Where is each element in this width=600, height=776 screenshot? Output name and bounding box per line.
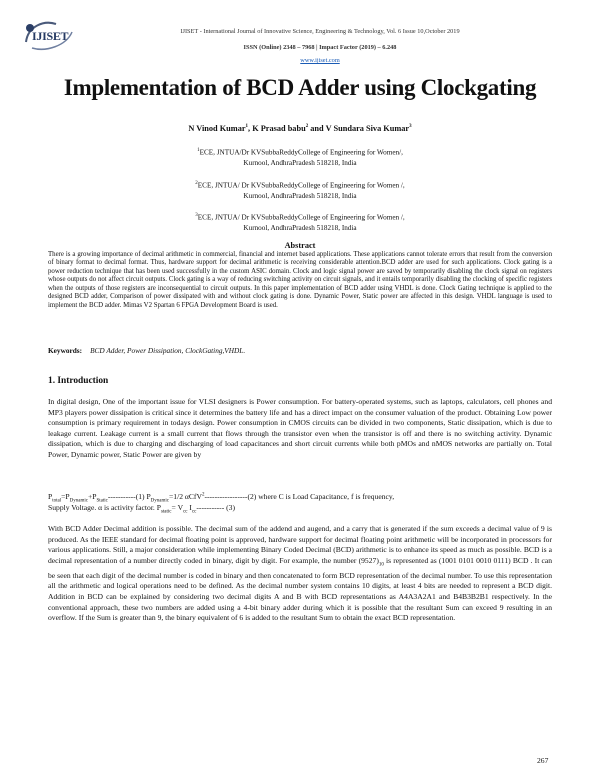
keywords — [48, 346, 552, 355]
journal-website-link[interactable]: www.ijiset.com — [300, 57, 340, 64]
affiliation-line1: ECE, JNTUA/Dr KVSubbaReddyCollege of Engineering for Women/, — [199, 148, 403, 157]
journal-line: IJISET - International Journal of Innovative Science, Engineering & Technology, Vol. 6 Issue 10,October 2019 — [180, 28, 460, 35]
affiliation-line1: ECE, JNTUA/ Dr KVSubbaReddyCollege of Engineering for Women /, — [197, 213, 405, 222]
eq-sub: Dynamic — [150, 498, 169, 504]
eq-symbol: = V — [171, 503, 184, 512]
para2-text: With BCD Adder Decimal addition is possible. The decimal sum of the addend and augend, and a carry that is generated if the sum exceeds a decimal value of 9 is produced. As the IEEE standard for decimal floating point is approved, hardware support for decimal floating point arithmetic will be incorporated in processors for various applications. Still, a major consideration while implementing Binary Coded Decimal (BCD) arithmetic is to enhance its speed as much as possible. BCD is a decimal representation of a number directly coded in binary, digit by digit. For example, the number (9527) — [48, 524, 552, 565]
equation-3 — [48, 503, 552, 515]
affiliation-sup: 3 — [195, 213, 198, 218]
eq-symbol: =1/2 αCfV — [169, 492, 202, 501]
abstract-heading: Abstract — [284, 241, 316, 250]
author-1: N Vinod Kumar — [188, 124, 246, 133]
affiliation-3 — [0, 210, 600, 234]
intro-paragraph-1: In digital design, One of the important issue for VLSI designers is Power consumption. For battery-operated systems, such as laptops, calculators, cell phones and MP3 players power dissipation is critical since it determines the battery life and has a direct impact on the consumer valuation of the product. Obtaining Low power consumption is primary requirement in todays design. Power consumption in CMOS circuits can be divided in two components, Static dissipation, which is due to leakage current. Leakage current is a small current that flows through the transistor even when the transistor is off and there is no switching activity. Dynamic dissipation, which is due to charging and discharging of load capacitances and short circuit currents while both pMOs and nMOS networks are partially on. Total Power, Dynamic power, Static Power are given by — [48, 397, 552, 459]
author-3: V Sundara Siva Kumar — [325, 124, 410, 133]
eq-sub: static — [160, 509, 172, 515]
affiliation-line1: ECE, JNTUA/ Dr KVSubbaReddyCollege of Engineering for Women /, — [197, 181, 405, 190]
eq-text: Supply Voltage. α is activity factor. P — [48, 503, 161, 512]
affiliation-sup: 1 — [197, 148, 200, 153]
affiliation-line2: Kurnool, AndhraPradesh 518218, India — [243, 224, 357, 233]
eq-symbol: =P — [61, 492, 70, 501]
author-2: K Prasad babu — [252, 124, 306, 133]
affiliation-1 — [0, 145, 600, 169]
para2-sub: 10 — [378, 562, 384, 568]
paper-title: Implementation of BCD Adder using Clockgating — [63, 75, 537, 100]
eq-sup: 2 — [201, 492, 205, 498]
abstract-text: There is a growing importance of decimal arithmetic in commercial, financial and internet based applications. These applications cannot tolerate errors that result from the conversion of binary format to decimal format. Thus, hardware support for decimal arithmetic is receiving considerable attention.BCD adder are used for such applications. Clock gating is a power reduction technique that has been used successfully in the custom ASIC domain. Clock and logic signal power are saved by temporarily disabling the clock signal on registers whose outputs do not affect circuit outputs. Clock gating is a way of reducing switching activity on circuit signals, and it entails temporarily disabling the clocking of specific registers when the outputs of those registers are inconsequential to circuit outputs. In this paper implementation of BCD adder using VHDL is done. Clock Gating technique is applied to the designed BCD adder, Comparison of power dissipated with and without clock gating is done. Dynamic Power, Static power are affected in this design. VHDL language is used to implement the BCD adder. Mimas V2 Spartan 6 FPGA Development Board is used. — [48, 251, 552, 309]
author-sep-2: and — [308, 124, 326, 133]
eq-tag: -----------(1) P — [107, 492, 151, 501]
keywords-text: BCD Adder, Power Dissipation, ClockGating,VHDL. — [90, 346, 246, 355]
author-2-sup: 2 — [305, 124, 309, 130]
affiliation-sup: 2 — [195, 181, 198, 186]
journal-logo — [22, 18, 80, 54]
author-list — [0, 124, 600, 133]
eq-symbol: I — [187, 503, 192, 512]
para2-text-cont: is represented as (1001 0101 0010 0111) BCD . It can be seen that each digit of the decimal number is coded in binary and then concatenated to form BCD representation of the decimal number. To use this representation all the arithmetic and logical operations need to be defined. As the decimal number system contains 10 digits, at least 4 bits are needed to represent a BCD digit. Addition in BCD can be explained by considering two decimal digits A and B with BCD representations as A4A3A2A1 and B4B3B2B1 respectively. In the conventional approach, these two numbers are added using a 4-bit binary adder during which it is possible that the resultant Sum can exceed 9 resulting in an overflow. If the Sum is greater than 9, the binary equivalent of 6 is added to the resultant Sum to obtain the exact BCD representation. — [48, 555, 553, 623]
eq-sub: cc — [183, 509, 188, 515]
eq-sub: cc — [191, 509, 197, 515]
logo-text: IJISET — [32, 29, 69, 43]
author-1-sup: 1 — [245, 124, 249, 130]
issn-line: ISSN (Online) 2348 – 7968 | Impact Factor (2019) – 6.248 — [243, 44, 397, 51]
affiliation-2 — [0, 178, 600, 202]
intro-paragraph-2 — [48, 524, 552, 624]
eq-sub: Dynamic — [69, 498, 88, 504]
eq-sub: Static — [96, 498, 108, 504]
eq-tag: -----------------(2) where C is Load Capacitance, f is frequency, — [204, 492, 395, 501]
affiliation-line2: Kurnool, AndhraPradesh 518218, India — [243, 159, 357, 168]
eq-tag: ----------- (3) — [196, 503, 235, 512]
eq-symbol: +P — [87, 492, 97, 501]
page-number: 267 — [537, 756, 549, 765]
affiliation-line2: Kurnool, AndhraPradesh 518218, India — [243, 192, 357, 201]
keywords-label: Keywords: — [48, 346, 83, 355]
author-sep-1: , — [248, 124, 253, 133]
equation-1-2 — [48, 492, 552, 504]
section-heading-introduction: 1. Introduction — [48, 376, 109, 386]
eq-symbol: P — [48, 492, 53, 501]
eq-sub: total — [52, 498, 62, 504]
author-3-sup: 3 — [409, 124, 412, 130]
